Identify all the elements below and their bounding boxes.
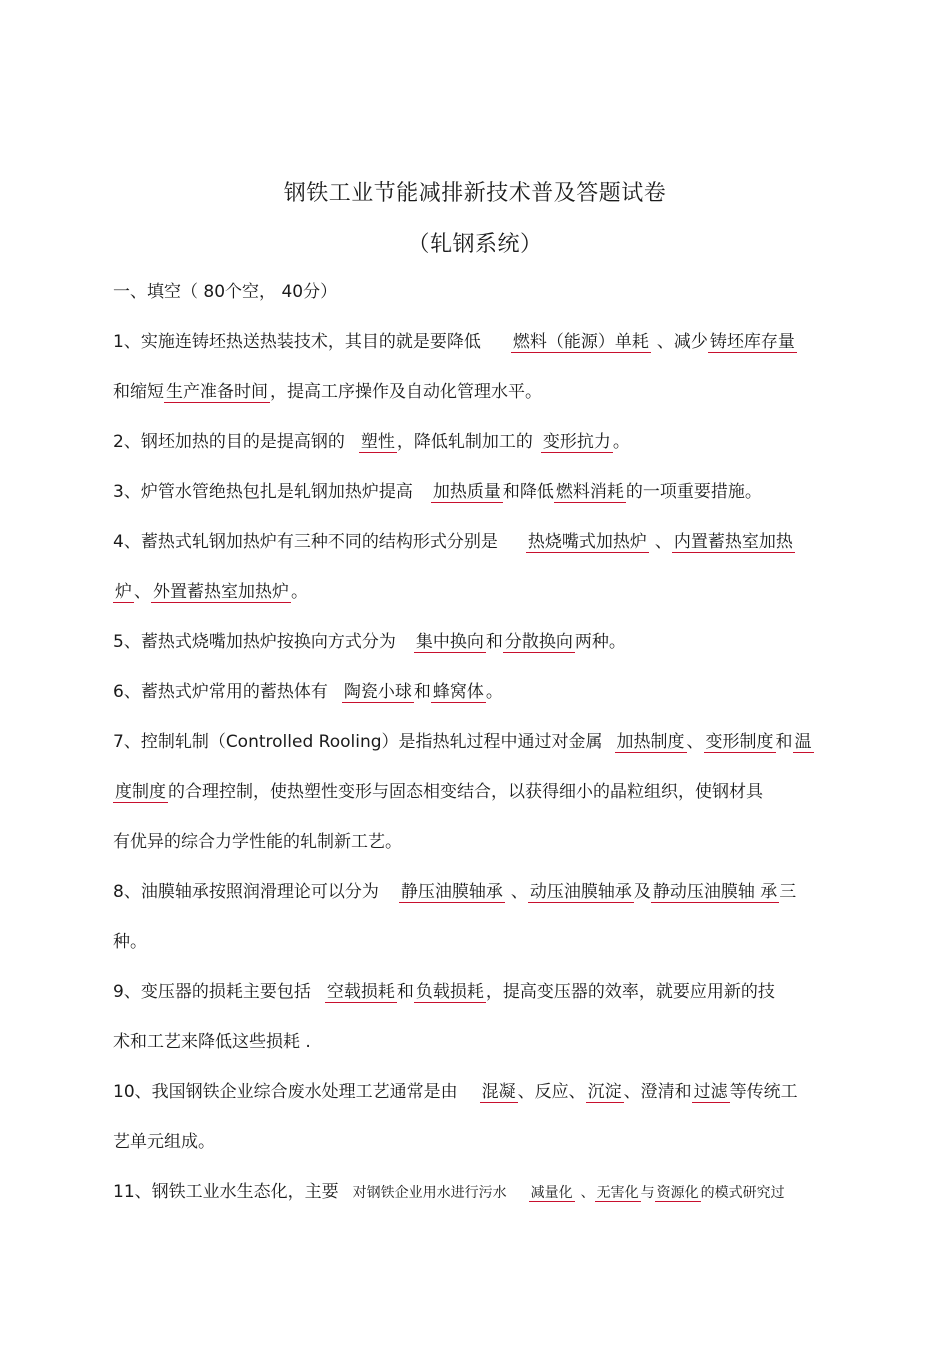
answer-blank: 过滤 <box>693 1082 728 1102</box>
answer-blank: 热烧嘴式加热炉 <box>527 532 647 552</box>
answer-blank: 铸坯库存量 <box>709 332 795 352</box>
question-4-line-1: 4、蓄热式轧钢加热炉有三种不同的结构形式分别是 热烧嘴式加热炉 、 内置蓄热室加热 <box>113 532 793 552</box>
answer-blank: 动压油膜轴承 <box>529 882 632 902</box>
answer-blank: 塑性 <box>360 432 395 452</box>
question-3: 3、炉管水管绝热包扎是轧钢加热炉提高 加热质量 和降低 燃料消耗 的一项重要措施。 <box>113 482 762 502</box>
answer-blank: 资源化 <box>656 1185 699 1201</box>
answer-blank: 外置蓄热室加热炉 <box>153 582 289 602</box>
question-9-line-1: 9、变压器的损耗主要包括 空载损耗 和 负载损耗 ，提高变压器的效率，就要应用新的技 <box>113 982 775 1002</box>
answer-blank: 负载损耗 <box>415 982 484 1002</box>
answer-blank: 陶瓷小球 <box>343 682 412 702</box>
question-2: 2、钢坯加热的目的是提高钢的 塑性 ，降低轧制加工的 变形抗力 。 <box>113 432 630 452</box>
answer-blank: 炉 <box>115 582 132 602</box>
question-10-line-1: 10、我国钢铁企业综合废水处理工艺通常是由 混凝 、反应、 沉淀 、澄清和 过滤 等传统工 <box>113 1082 798 1102</box>
answer-blank: 静压油膜轴承 <box>400 882 503 902</box>
document-title: 钢铁工业节能减排新技术普及答题试卷 <box>283 181 667 206</box>
question-10-line-2: 艺单元组成。 <box>113 1132 215 1152</box>
section-heading: 一、填空（ 80个空， 40分） <box>113 282 338 302</box>
answer-blank: 分散换向 <box>504 632 573 652</box>
answer-blank: 无害化 <box>596 1185 639 1201</box>
question-9-line-2: 术和工艺来降低这些损耗 . <box>113 1032 311 1052</box>
answer-blank: 燃料消耗 <box>555 482 624 502</box>
answer-blank: 加热制度 <box>616 732 685 752</box>
answer-blank: 减量化 <box>530 1185 573 1201</box>
answer-blank: 温 <box>794 732 812 752</box>
answer-blank: 静动压油膜轴 承 <box>652 882 778 902</box>
question-1-line-2: 和缩短 生产准备时间 ，提高工序操作及自动化管理水平。 <box>113 382 542 402</box>
question-4-line-2: 炉 、 外置蓄热室加热炉 。 <box>115 582 308 602</box>
answer-blank: 混凝 <box>481 1082 516 1102</box>
question-11-line-1: 11、钢铁工业水生态化，主要 对钢铁企业用水进行污水 减量化 、 无害化 与 资源化 的模式研究过 <box>113 1182 785 1202</box>
answer-blank: 内置蓄热室加热 <box>673 532 793 552</box>
question-8-line-1: 8、油膜轴承按照润滑理论可以分为 静压油膜轴承 、 动压油膜轴承 及 静动压油膜轴 承 三 <box>113 882 797 902</box>
answer-blank: 加热质量 <box>432 482 501 502</box>
question-7-line-3: 有优异的综合力学性能的轧制新工艺。 <box>113 832 402 852</box>
answer-blank: 燃料（能源）单耗 <box>512 332 649 352</box>
answer-blank: 变形制度 <box>705 732 774 752</box>
answer-blank: 生产准备时间 <box>166 382 268 402</box>
question-1-line-1: 1、实施连铸坯热送热装技术，其目的就是要降低 燃料（能源）单耗 、减少 铸坯库存量 <box>113 332 795 352</box>
question-5: 5、蓄热式烧嘴加热炉按换向方式分为 集中换向 和 分散换向 两种。 <box>113 632 626 652</box>
question-8-line-2: 种。 <box>113 932 147 952</box>
answer-blank: 度制度 <box>115 782 166 802</box>
question-7-line-1: 7、控制轧制（Controlled Rooling）是指热轧过程中通过对金属 加热制度 、 变形制度 和 温 <box>113 732 812 752</box>
question-7-line-2: 度制度 的合理控制，使热塑性变形与固态相变结合，以获得细小的晶粒组织，使钢材具 <box>115 782 763 802</box>
answer-blank: 蜂窝体 <box>432 682 484 702</box>
answer-blank: 变形抗力 <box>542 432 611 452</box>
document-subtitle: （轧钢系统） <box>407 232 543 257</box>
answer-blank: 沉淀 <box>587 1082 622 1102</box>
answer-blank: 空载损耗 <box>326 982 395 1002</box>
answer-blank: 集中换向 <box>415 632 484 652</box>
question-6: 6、蓄热式炉常用的蓄热体有 陶瓷小球 和 蜂窝体 。 <box>113 682 503 702</box>
